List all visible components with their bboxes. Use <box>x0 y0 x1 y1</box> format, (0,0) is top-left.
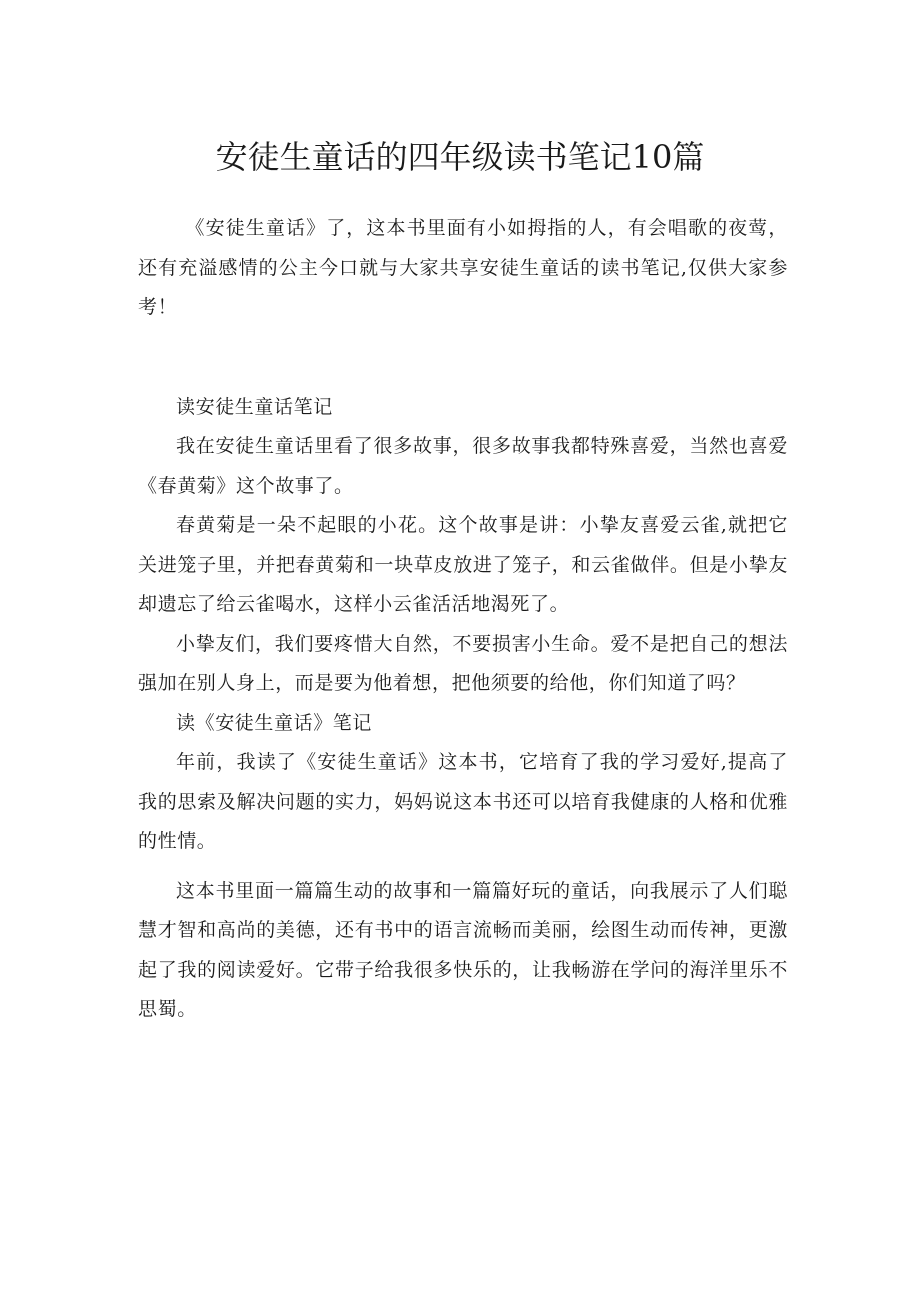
body-paragraph: 这本书里面一篇篇生动的故事和一篇篇好玩的童话，向我展示了人们聪慧才智和高尚的美德，还有书中的语言流畅而美丽，绘图生动而传神，更激起了我的阅读爱好。它带子给我很多快乐的，让我畅游在学问的海洋里乐不思蜀。 <box>138 879 788 1020</box>
section-heading: 读《安徒生童话》笔记 <box>176 711 373 734</box>
body-paragraph: 春黄菊是一朵不起眼的小花。这个故事是讲：小挚友喜爱云雀,就把它关进笼子里，并把春黄菊和一块草皮放进了笼子，和云雀做伴。但是小挚友却遗忘了给云雀喝水，这样小云雀活活地渴死了。 <box>138 514 788 615</box>
body-paragraph: 年前，我读了《安徒生童话》这本书，它培育了我的学习爱好,提高了我的思索及解决问题的实力，妈妈说这本书还可以培育我健康的人格和优雅的性情。 <box>138 751 788 852</box>
body-paragraph: 我在安徒生童话里看了很多故事，很多故事我都特殊喜爱，当然也喜爱《春黄菊》这个故事了。 <box>138 435 788 497</box>
document-body <box>138 209 788 1030</box>
body-paragraph: 小挚友们，我们要疼惜大自然，不要损害小生命。爱不是把自己的想法强加在别人身上，而是要为他着想，把他须要的给他，你们知道了吗？ <box>138 632 788 694</box>
section-heading: 读安徒生童话笔记 <box>176 395 333 418</box>
intro-paragraph: 《安徒生童话》了，这本书里面有小如拇指的人，有会唱歌的夜莺，还有充溢感情的公主今口就与大家共享安徒生童话的读书笔记,仅供大家参考！ <box>138 217 788 318</box>
document-title: 安徒生童话的四年级读书笔记10篇 <box>215 138 705 176</box>
